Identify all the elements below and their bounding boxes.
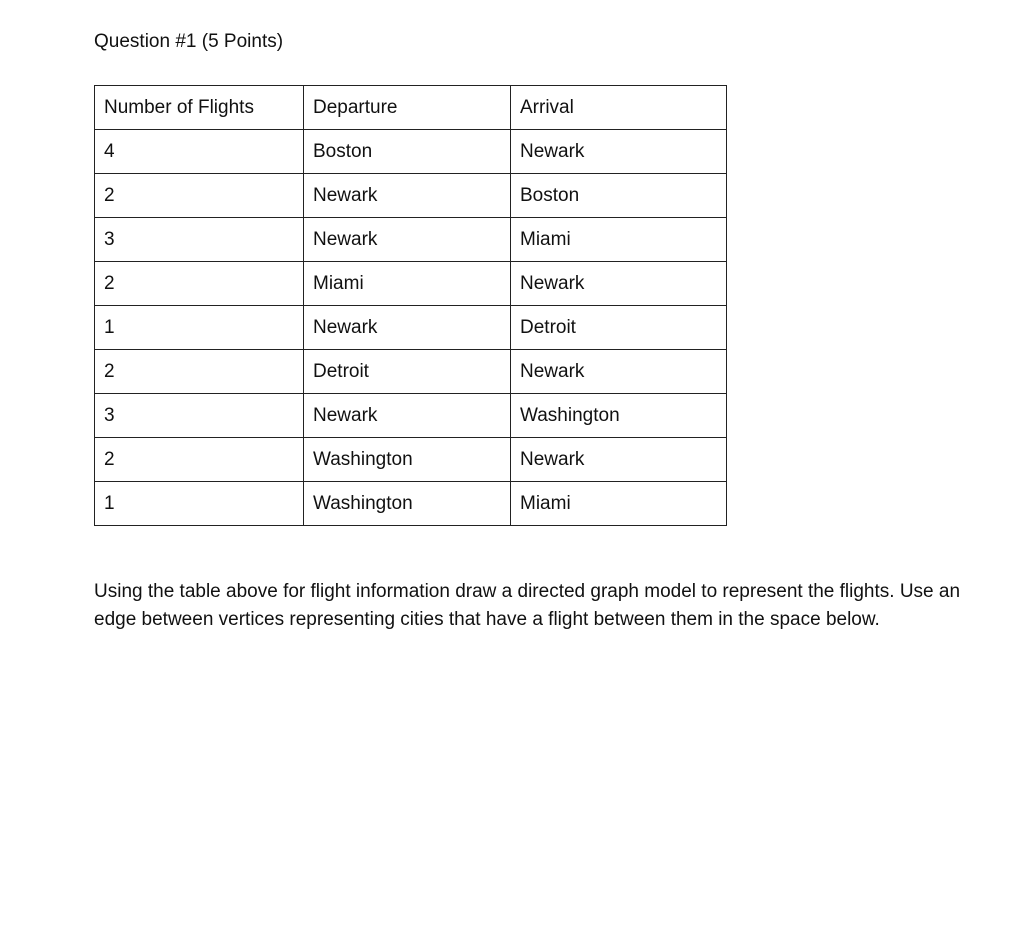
cell-arrival: Newark: [511, 262, 727, 306]
cell-departure: Newark: [304, 174, 511, 218]
cell-departure: Newark: [304, 394, 511, 438]
table-row: [95, 130, 727, 174]
header-departure: Departure: [304, 86, 511, 130]
cell-departure: Washington: [304, 482, 511, 526]
cell-arrival: Newark: [511, 350, 727, 394]
cell-number-of-flights: 4: [95, 130, 304, 174]
cell-departure: Miami: [304, 262, 511, 306]
cell-arrival: Washington: [511, 394, 727, 438]
header-arrival: Arrival: [511, 86, 727, 130]
cell-number-of-flights: 2: [95, 438, 304, 482]
cell-departure: Boston: [304, 130, 511, 174]
cell-arrival: Detroit: [511, 306, 727, 350]
cell-number-of-flights: 1: [95, 482, 304, 526]
table-row: [95, 482, 727, 526]
cell-arrival: Miami: [511, 218, 727, 262]
cell-number-of-flights: 2: [95, 262, 304, 306]
cell-arrival: Boston: [511, 174, 727, 218]
cell-departure: Washington: [304, 438, 511, 482]
table-row: [95, 306, 727, 350]
cell-number-of-flights: 2: [95, 350, 304, 394]
table-row: [95, 218, 727, 262]
instructions-paragraph: Using the table above for flight information draw a directed graph model to represent the flights. Use an edge between vertices representing cities that have a flight between them in the space below.: [94, 581, 961, 630]
table-header-row: [95, 86, 727, 130]
cell-departure: Newark: [304, 306, 511, 350]
cell-arrival: Miami: [511, 482, 727, 526]
table-row: [95, 394, 727, 438]
cell-departure: Newark: [304, 218, 511, 262]
table-row: [95, 350, 727, 394]
cell-departure: Detroit: [304, 350, 511, 394]
cell-number-of-flights: 3: [95, 218, 304, 262]
cell-arrival: Newark: [511, 438, 727, 482]
question-title: Question #1 (5 Points): [94, 31, 284, 52]
table-row: [95, 174, 727, 218]
cell-number-of-flights: 1: [95, 306, 304, 350]
cell-arrival: Newark: [511, 130, 727, 174]
table-row: [95, 262, 727, 306]
cell-number-of-flights: 3: [95, 394, 304, 438]
header-number-of-flights: Number of Flights: [95, 86, 304, 130]
cell-number-of-flights: 2: [95, 174, 304, 218]
flights-table: [94, 85, 727, 526]
table-row: [95, 438, 727, 482]
